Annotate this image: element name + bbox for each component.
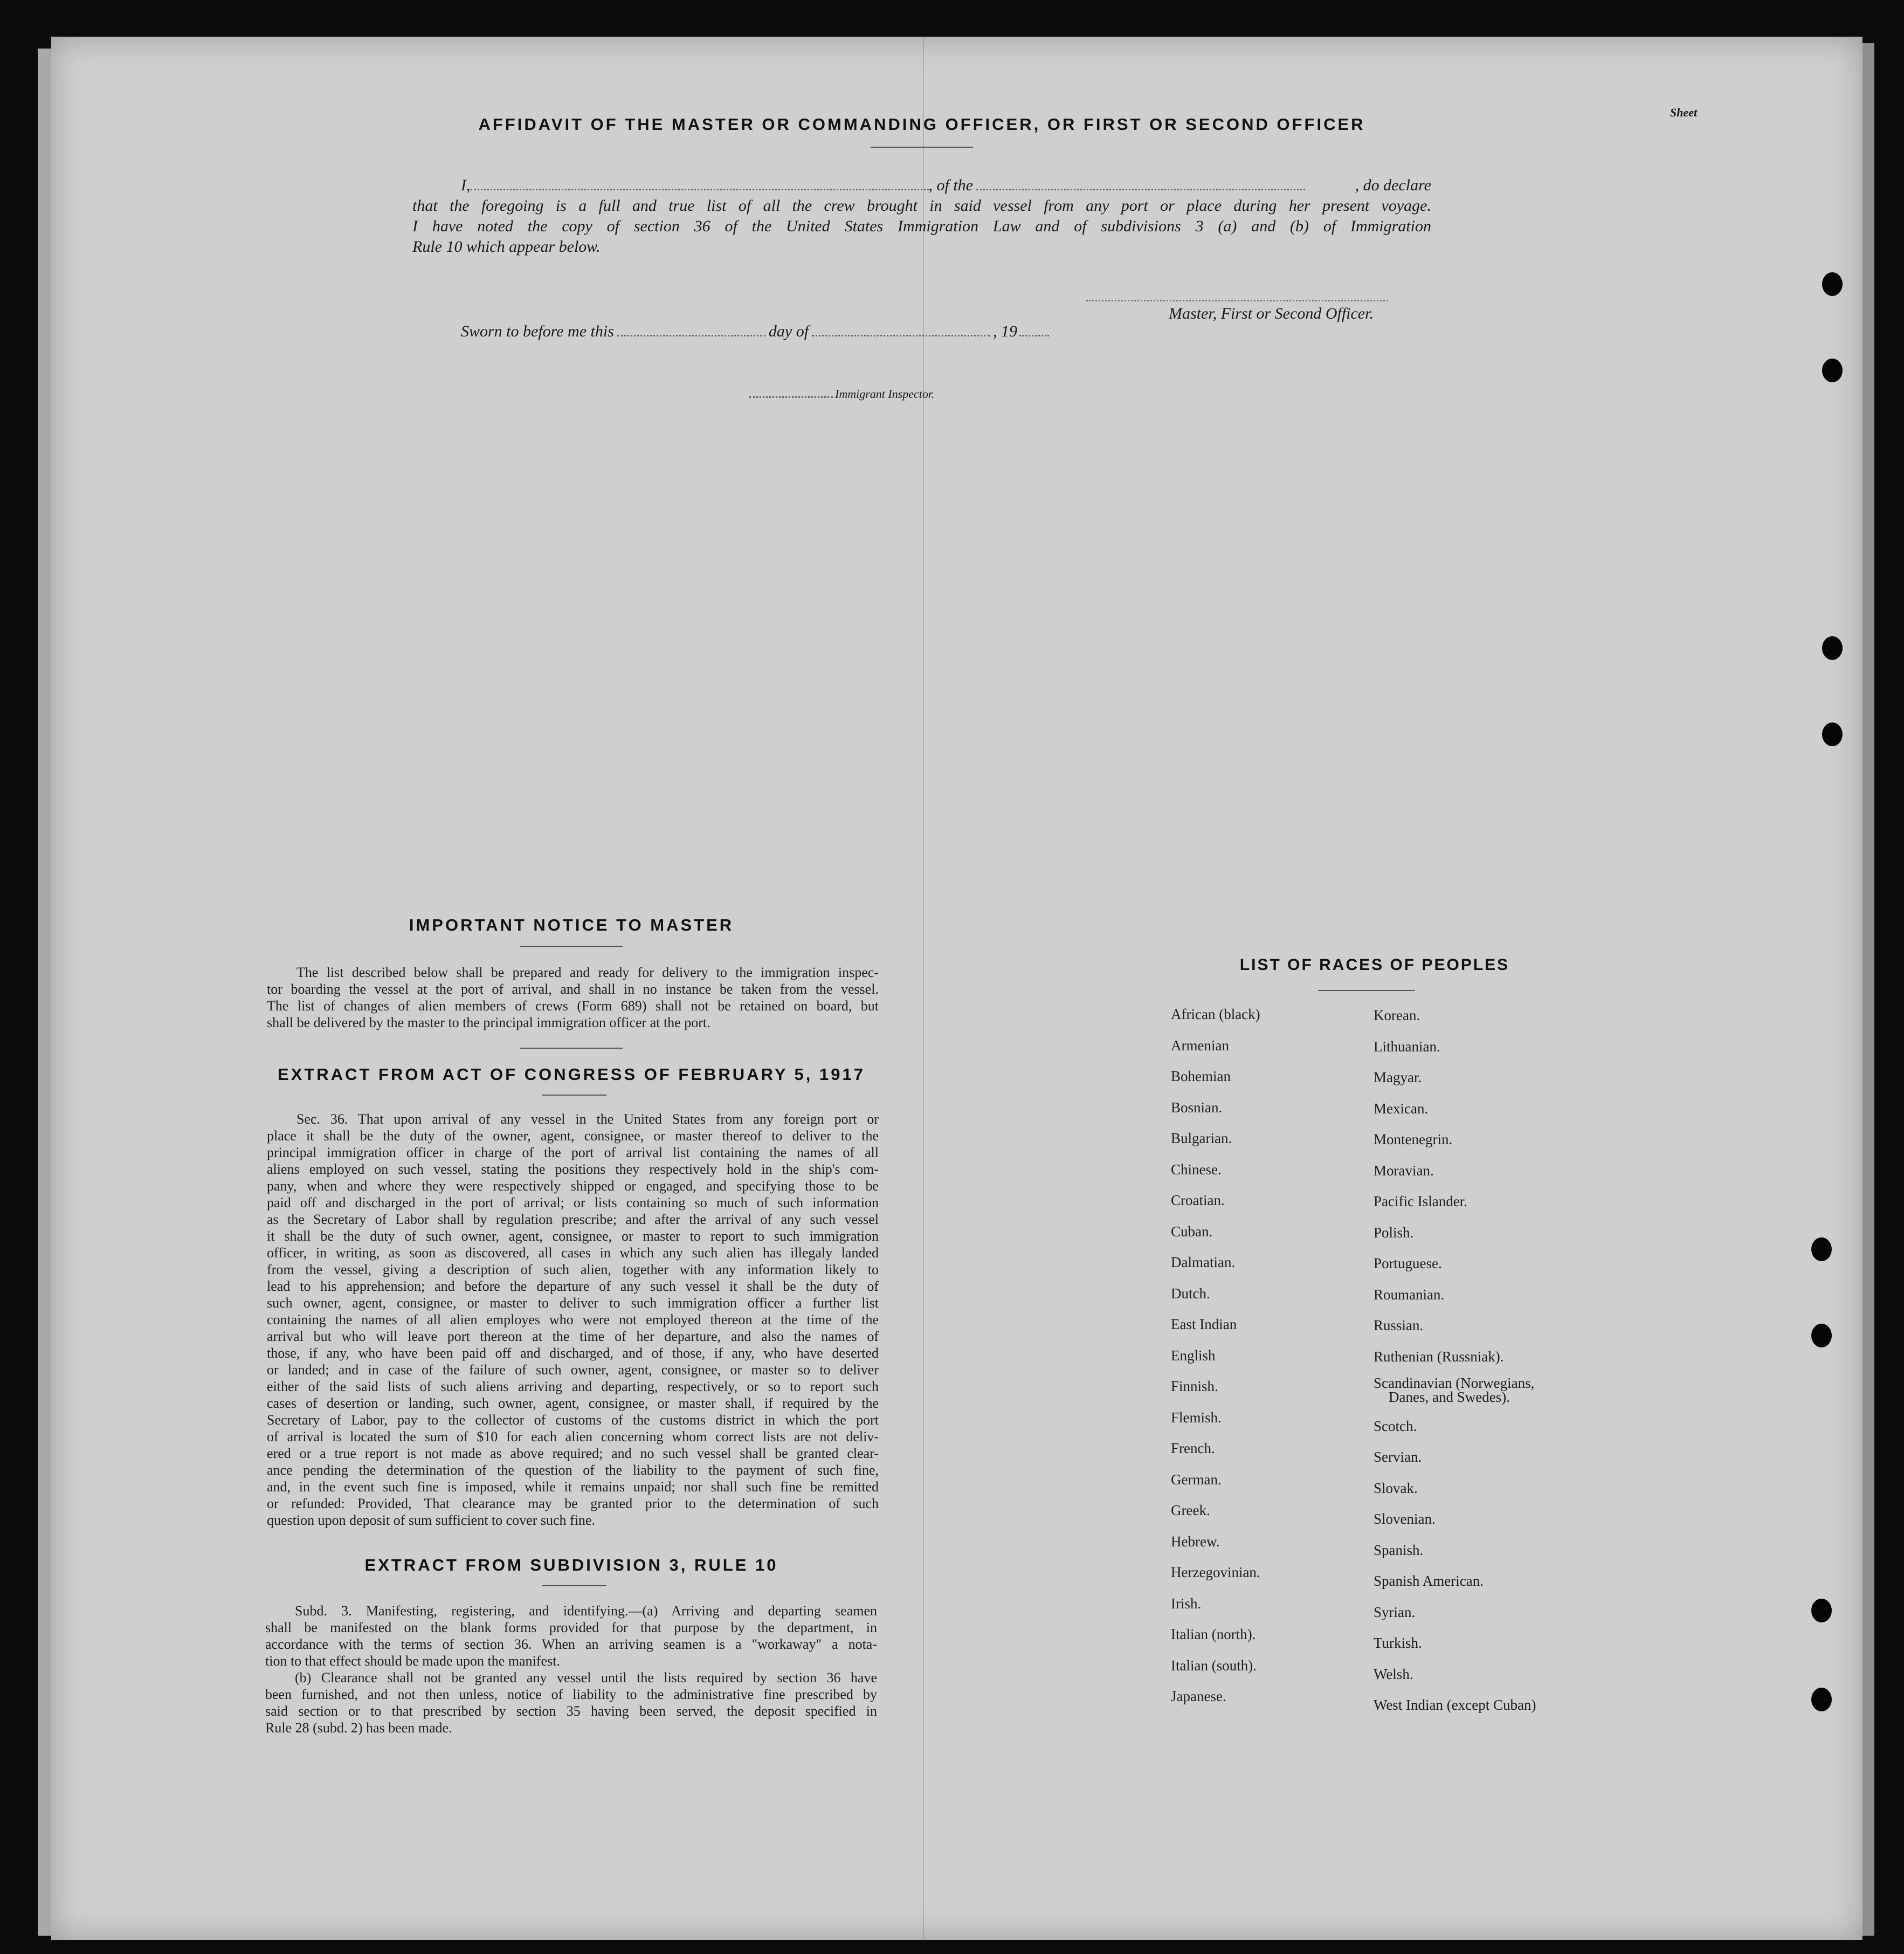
sworn-start: Sworn to before me this <box>461 322 614 340</box>
sworn-year-blank <box>1019 334 1049 336</box>
race-item: Roumanian. <box>1374 1286 1445 1303</box>
race-item: Ruthenian (Russniak). <box>1374 1348 1504 1365</box>
race-item: Polish. <box>1374 1224 1414 1241</box>
race-item: Spanish American. <box>1374 1573 1484 1589</box>
rule-line: accordance with the terms of section 36. When an arriving seamen is a "workaway" a nota- <box>265 1636 877 1652</box>
race-item: Turkish. <box>1374 1635 1422 1651</box>
race-item: West Indian (except Cuban) <box>1374 1697 1536 1713</box>
act-line: it shall be the duty of such owner, agent, consignee, or master to report to such immigration <box>267 1228 879 1244</box>
race-item: Servian. <box>1374 1449 1422 1465</box>
rule-rule <box>542 1585 606 1586</box>
affidavit-line-4: Rule 10 which appear below. <box>412 238 601 256</box>
act-line: aliens employed on such vessel, stating the positions they respectively hold in the ship's com- <box>267 1161 879 1177</box>
rule-line: been furnished, and not then unless, notice of liability to the administrative fine prescribed by <box>265 1687 877 1702</box>
race-item: German. <box>1171 1471 1222 1488</box>
notice-rule <box>520 946 623 947</box>
punch-hole <box>1822 636 1843 660</box>
act-line: question upon deposit of sum sufficient to cover such fine. <box>267 1512 595 1528</box>
rule-line: Subd. 3. Manifesting, registering, and identifying.—(a) Arriving and departing seamen <box>295 1603 877 1619</box>
act-line: ered or a true report is not made as above required; and no such vessel shall be granted clear- <box>267 1446 879 1461</box>
race-item: Italian (north). <box>1171 1626 1256 1642</box>
race-item: Welsh. <box>1374 1666 1413 1682</box>
races-title: LIST OF RACES OF PEOPLES <box>1239 956 1510 974</box>
race-item: Slovenian. <box>1374 1511 1436 1527</box>
sworn-line <box>461 322 1049 341</box>
act-body <box>267 1111 879 1529</box>
act-line: principal immigration officer in charge of the port of arrival list containing the names of all <box>267 1145 879 1160</box>
notice-line: The list described below shall be prepared and ready for delivery to the immigration inspec- <box>296 965 879 980</box>
punch-hole <box>1822 272 1843 296</box>
section-rule <box>520 1048 623 1049</box>
punch-hole <box>1822 359 1843 382</box>
name-blank <box>471 188 929 190</box>
race-item: African (black) <box>1171 1006 1260 1022</box>
signature-line <box>1086 300 1388 301</box>
act-line: of arrival is located the sum of $10 for each alien concerning whom correct lists are not deliv- <box>267 1429 879 1444</box>
notice-line: shall be delivered by the master to the principal immigration officer at the port. <box>267 1015 710 1030</box>
inspector-blank <box>749 396 833 398</box>
act-line: pany, when and where they were respectively shipped or engaged, and specifying those to be <box>267 1178 879 1194</box>
race-item: Scandinavian (Norwegians, <box>1374 1375 1535 1391</box>
notice-line: The list of changes of alien members of crews (Form 689) shall not be retained on board, but <box>267 998 879 1014</box>
race-item: Cuban. <box>1171 1223 1213 1240</box>
punch-hole <box>1811 1599 1832 1622</box>
act-line: and, in the event such fine is imposed, while it remains unpaid; nor shall such fine be remitted <box>267 1479 879 1495</box>
race-item: Spanish. <box>1374 1542 1424 1558</box>
act-title: EXTRACT FROM ACT OF CONGRESS OF FEBRUARY 5, 1917 <box>278 1065 865 1084</box>
act-line: officer, in writing, as soon as discovered, all cases in which any such alien has illegaly landed <box>267 1245 879 1261</box>
affidavit-of-the: , of the <box>928 176 973 194</box>
race-item: Greek. <box>1171 1502 1210 1518</box>
rule-body <box>265 1602 877 1736</box>
race-item: Flemish. <box>1171 1409 1222 1426</box>
race-item: Bulgarian. <box>1171 1130 1232 1146</box>
sworn-day-of: day of <box>768 322 809 340</box>
rule-title: EXTRACT FROM SUBDIVISION 3, RULE 10 <box>364 1556 778 1574</box>
affidavit-body <box>412 175 1431 257</box>
race-item: Pacific Islander. <box>1374 1193 1467 1209</box>
notice-line: tor boarding the vessel at the port of arrival, and shall in no instance be taken from the vessel. <box>267 981 879 997</box>
punch-hole <box>1811 1237 1832 1261</box>
race-item: Chinese. <box>1171 1161 1222 1178</box>
race-item: Croatian. <box>1171 1192 1225 1208</box>
act-line: from the vessel, giving a description of such alien, together with any information likely to <box>267 1262 879 1277</box>
act-rule <box>542 1095 606 1096</box>
race-item: Mexican. <box>1374 1100 1429 1117</box>
race-item: Bohemian <box>1171 1068 1231 1084</box>
rule-line: shall be manifested on the blank forms provided for that purpose by the department, in <box>265 1620 877 1635</box>
affidavit-line-1 <box>412 175 1431 196</box>
race-item: Korean. <box>1374 1007 1420 1023</box>
act-line: cases of desertion or landing, such owner, agent, consignee, or master shall, if required by the <box>267 1395 879 1411</box>
race-item: Montenegrin. <box>1374 1131 1453 1147</box>
race-item: Dalmatian. <box>1171 1254 1236 1270</box>
sworn-year: , 19 <box>993 322 1018 340</box>
punch-hole <box>1822 723 1843 746</box>
page-edge-left <box>38 49 53 1936</box>
race-item: Irish. <box>1171 1595 1202 1612</box>
race-item: Bosnian. <box>1171 1099 1223 1116</box>
act-line: ance pending the determination of the question of the liability to the payment of such fine, <box>267 1462 879 1478</box>
race-item: Moravian. <box>1374 1162 1434 1179</box>
race-item: Finnish. <box>1171 1378 1218 1394</box>
act-line: lead to his apprehension; and before the departure of any such vessel it shall be the duty of <box>267 1278 879 1294</box>
act-line: containing the names of all alien employes who were not employed thereon at the time of the <box>267 1312 879 1327</box>
act-line: those, if any, who have been paid off and discharged, and of those, if any, who have deserted <box>267 1345 879 1361</box>
affidavit-i: I, <box>461 176 471 194</box>
act-line: either of the said lists of such aliens arriving and departing, respectively, or so to report such <box>267 1379 879 1394</box>
race-item: Scotch. <box>1374 1418 1417 1434</box>
race-item: Portuguese. <box>1374 1255 1442 1271</box>
race-item: Armenian <box>1171 1037 1229 1054</box>
race-item: Hebrew. <box>1171 1533 1220 1550</box>
vessel-blank <box>976 188 1305 190</box>
race-item: Japanese. <box>1171 1688 1226 1704</box>
affidavit-title: AFFIDAVIT OF THE MASTER OR COMMANDING OFFICER, OR FIRST OR SECOND OFFICER <box>478 115 1365 134</box>
act-line: place it shall be the duty of the owner, agent, consignee, or master thereof to deliver to the <box>267 1128 879 1144</box>
page-edge-right <box>1862 43 1874 1936</box>
race-item: Italian (south). <box>1171 1657 1257 1674</box>
race-item: Slovak. <box>1374 1480 1418 1496</box>
rule-line: said section or to that prescribed by section 35 having been served, the deposit specified in <box>265 1703 877 1719</box>
sworn-month-blank <box>812 334 990 336</box>
races-rule <box>1318 990 1415 991</box>
inspector-caption: Immigrant Inspector. <box>835 387 935 401</box>
race-item: Magyar. <box>1374 1069 1422 1085</box>
affidavit-line-2: that the foregoing is a full and true list of all the crew brought in said vessel from any port or place during her present voyage. <box>412 197 1431 215</box>
signature-caption: Master, First or Second Officer. <box>1169 305 1374 322</box>
race-item: Lithuanian. <box>1374 1038 1440 1055</box>
act-line: arrival but who will leave port thereon at the time of her departure, and also the names of <box>267 1329 879 1344</box>
act-line: paid off and discharged in the port of arrival; or lists containing so much of such information <box>267 1195 879 1210</box>
race-item: French. <box>1171 1440 1215 1456</box>
race-item: Russian. <box>1374 1317 1424 1333</box>
rule-line: Rule 28 (subd. 2) has been made. <box>265 1720 452 1736</box>
race-item: Danes, and Swedes). <box>1389 1389 1510 1405</box>
race-item: Herzegovinian. <box>1171 1564 1260 1580</box>
affidavit-line-3: I have noted the copy of section 36 of the United States Immigration Law and of subdivisions 3 (a) and (b) of Immigration <box>412 217 1431 235</box>
rule-line: (b) Clearance shall not be granted any vessel until the lists required by section 36 have <box>295 1670 877 1685</box>
notice-body <box>267 964 879 1031</box>
affidavit-do-declare: , do declare <box>1355 176 1431 194</box>
act-line: such owner, agent, consignee, or master to deliver to such immigration officer a further list <box>267 1295 879 1311</box>
act-line: or refunded: Provided, That clearance may be granted prior to the determination of such <box>267 1496 879 1511</box>
race-item: English <box>1171 1347 1216 1364</box>
notice-title: IMPORTANT NOTICE TO MASTER <box>409 916 734 934</box>
punch-hole <box>1811 1688 1832 1711</box>
title-rule <box>871 147 973 148</box>
race-item: East Indian <box>1171 1316 1237 1332</box>
act-line: Secretary of Labor, pay to the collector of customs of the customs district in which the port <box>267 1412 879 1428</box>
act-line: as the Secretary of Labor shall by regulation prescribe; and after the arrival of any such vessel <box>267 1212 879 1227</box>
rule-line: tion to that effect should be made upon the manifest. <box>265 1653 560 1669</box>
inspector-line <box>749 387 935 401</box>
act-line: Sec. 36. That upon arrival of any vessel in the United States from any foreign port or <box>296 1111 879 1127</box>
punch-hole <box>1811 1324 1832 1347</box>
race-item: Dutch. <box>1171 1285 1210 1302</box>
sworn-day-blank <box>617 334 765 336</box>
act-line: or landed; and in case of the failure of such owner, agent, consignee, or master so to deliver <box>267 1362 879 1378</box>
sheet-label: Sheet <box>1670 106 1698 119</box>
race-item: Syrian. <box>1374 1604 1416 1620</box>
